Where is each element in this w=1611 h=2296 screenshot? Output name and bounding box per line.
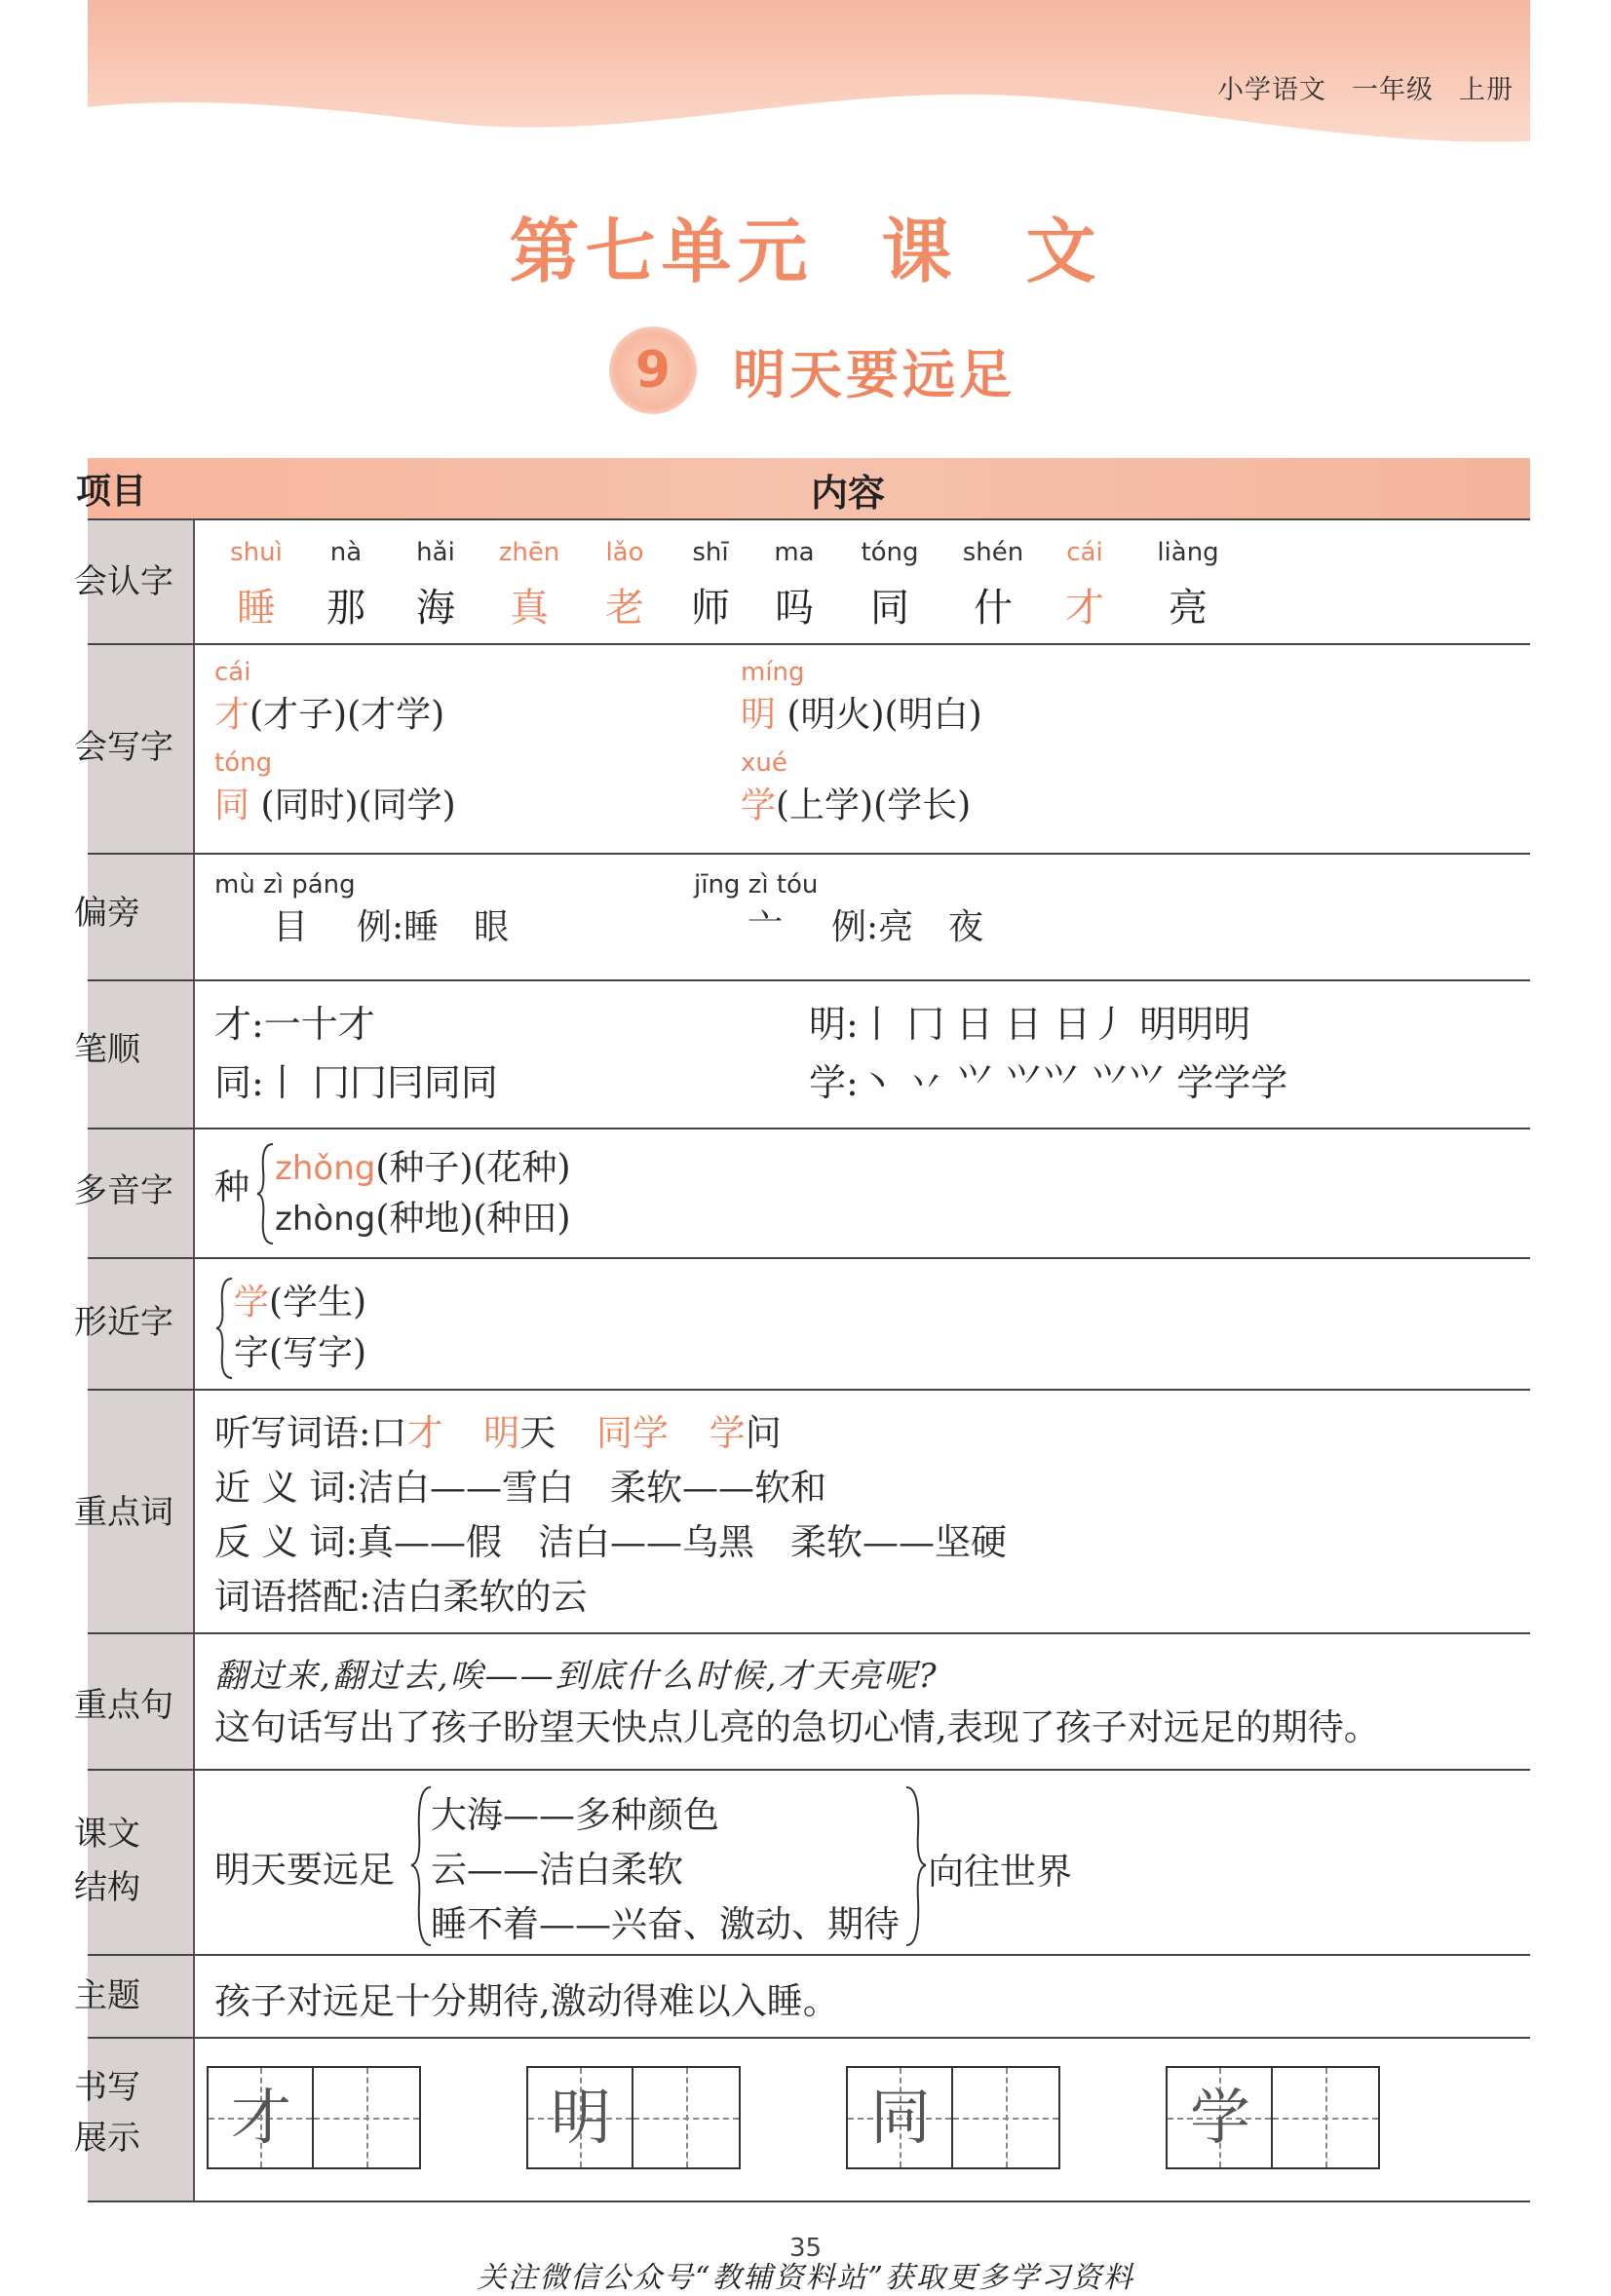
row-label-radical: 偏旁 <box>74 894 140 933</box>
structure-branch: 云——洁白柔软 <box>431 1849 683 1891</box>
row-divider <box>88 518 1530 520</box>
book-tag: 小学语文 一年级 上册 <box>1217 75 1514 105</box>
lesson-summary-table <box>74 458 1530 2202</box>
stroke-order: 明:丨 冂 日 日 日丿 明明明 <box>809 1003 1251 1046</box>
column-header-content: 内容 <box>810 472 885 515</box>
grid-char: 才 <box>230 2082 291 2153</box>
polyphone-reading: zhòng(种地)(种田) <box>275 1199 571 1239</box>
structure-conclusion: 向往世界 <box>928 1851 1072 1893</box>
recognize-char: shī 师 <box>691 538 730 631</box>
write-item: míng 明 (明火)(明白) <box>741 658 982 735</box>
write-item: xué 学(上学)(学长) <box>741 748 972 825</box>
row-label-write: 会写字 <box>74 728 173 767</box>
row-divider <box>88 2037 1530 2039</box>
row-label-structure: 课文 <box>74 1815 140 1854</box>
recognize-char: cái 才 <box>1065 538 1104 631</box>
stroke-order: 才:一十才 <box>214 1003 375 1046</box>
structure-root: 明天要远足 <box>214 1849 395 1891</box>
lesson-number-badge: 9 <box>609 326 697 414</box>
radical-item: mù zì páng 目 例:睡 眼 <box>214 870 510 947</box>
writing-grid <box>846 2066 1060 2169</box>
row-divider <box>88 1769 1530 1771</box>
synonyms: 近 义 词:洁白——雪白 柔软——软和 <box>214 1467 826 1509</box>
recognize-char: nà 那 <box>326 538 365 631</box>
stroke-order: 同:丨 冂冂冃同同 <box>214 1061 498 1104</box>
row-label-theme: 主题 <box>74 1976 140 2015</box>
polyphone-reading: zhǒng(种子)(花种) <box>275 1148 571 1188</box>
writing-grid <box>526 2066 741 2169</box>
theme-text: 孩子对远足十分期待,激动得难以入睡。 <box>214 1980 839 2022</box>
row-divider <box>88 2200 1530 2202</box>
brace-icon <box>409 1783 433 1949</box>
column-header-item: 项目 <box>76 472 147 512</box>
column-divider <box>193 518 195 2202</box>
recognize-char: shén 什 <box>962 538 1024 631</box>
row-label-structure: 结构 <box>74 1868 140 1907</box>
row-label-similar: 形近字 <box>74 1303 173 1342</box>
row-divider <box>88 1954 1530 1956</box>
key-sentence-explanation: 这句话写出了孩子盼望天快点儿亮的急切心情,表现了孩子对远足的期待。 <box>214 1706 1380 1748</box>
collocation: 词语搭配:洁白柔软的云 <box>214 1576 588 1618</box>
grid-char: 同 <box>869 2082 931 2153</box>
stroke-order: 学:丶 丷 ⺍ ⺍⺍ ⺍⺍ 学学学 <box>809 1061 1288 1104</box>
footer-note: 关注微信公众号“教辅资料站”获取更多学习资料 <box>477 2261 1134 2295</box>
label-column <box>74 518 193 2202</box>
brace-icon <box>255 1140 275 1247</box>
key-sentence: 翻过来,翻过去,唉——到底什么时候,才天亮呢? <box>214 1657 939 1696</box>
row-label-writing: 展示 <box>74 2119 140 2158</box>
writing-grid <box>207 2066 421 2169</box>
recognize-char: lǎo 老 <box>605 538 644 631</box>
similar-char: 学(学生) <box>234 1282 367 1322</box>
recognize-chars <box>212 538 1285 635</box>
row-label-keywords: 重点词 <box>74 1493 173 1532</box>
recognize-char: zhēn 真 <box>498 538 560 631</box>
write-item: tóng 同 (同时)(同学) <box>214 748 456 825</box>
page-number: 35 <box>788 2234 823 2263</box>
row-divider <box>88 1257 1530 1259</box>
recognize-char: ma 吗 <box>774 538 815 631</box>
lesson-title: 明天要远足 <box>733 344 1016 405</box>
dictation-words: 听写词语:口才 明天 同学 学问 <box>214 1412 782 1454</box>
radical-item: jīng zì tóu 亠 例:亮 夜 <box>694 870 984 947</box>
row-label-strokes: 笔顺 <box>74 1030 140 1069</box>
recognize-char: liàng 亮 <box>1157 538 1219 631</box>
recognize-char: hǎi 海 <box>416 538 455 631</box>
row-divider <box>88 1632 1530 1634</box>
structure-branch: 大海——多种颜色 <box>431 1794 719 1836</box>
row-label-recognize: 会认字 <box>74 562 173 601</box>
brace-icon <box>214 1275 234 1382</box>
row-divider <box>88 1389 1530 1391</box>
grid-char: 学 <box>1189 2082 1250 2153</box>
row-label-writing: 书写 <box>74 2068 140 2107</box>
writing-grid <box>1166 2066 1380 2169</box>
recognize-char: tóng 同 <box>861 538 919 631</box>
row-label-sentence: 重点句 <box>74 1686 173 1725</box>
unit-title: 第七单元 课 文 <box>509 210 1102 292</box>
write-item: cái 才(才子)(才学) <box>214 658 445 735</box>
similar-char: 字(写字) <box>234 1333 367 1373</box>
row-divider <box>88 979 1530 981</box>
row-divider <box>88 643 1530 645</box>
grid-char: 明 <box>550 2082 611 2153</box>
polyphone-char: 种 <box>214 1167 250 1207</box>
row-label-polyphone: 多音字 <box>74 1171 173 1210</box>
brace-icon <box>904 1783 928 1949</box>
row-divider <box>88 853 1530 855</box>
structure-branch: 睡不着——兴奋、激动、期待 <box>431 1903 900 1945</box>
row-divider <box>88 1128 1530 1129</box>
recognize-char: shuì 睡 <box>230 538 283 631</box>
antonyms: 反 义 词:真——假 洁白——乌黑 柔软——坚硬 <box>214 1521 1007 1563</box>
